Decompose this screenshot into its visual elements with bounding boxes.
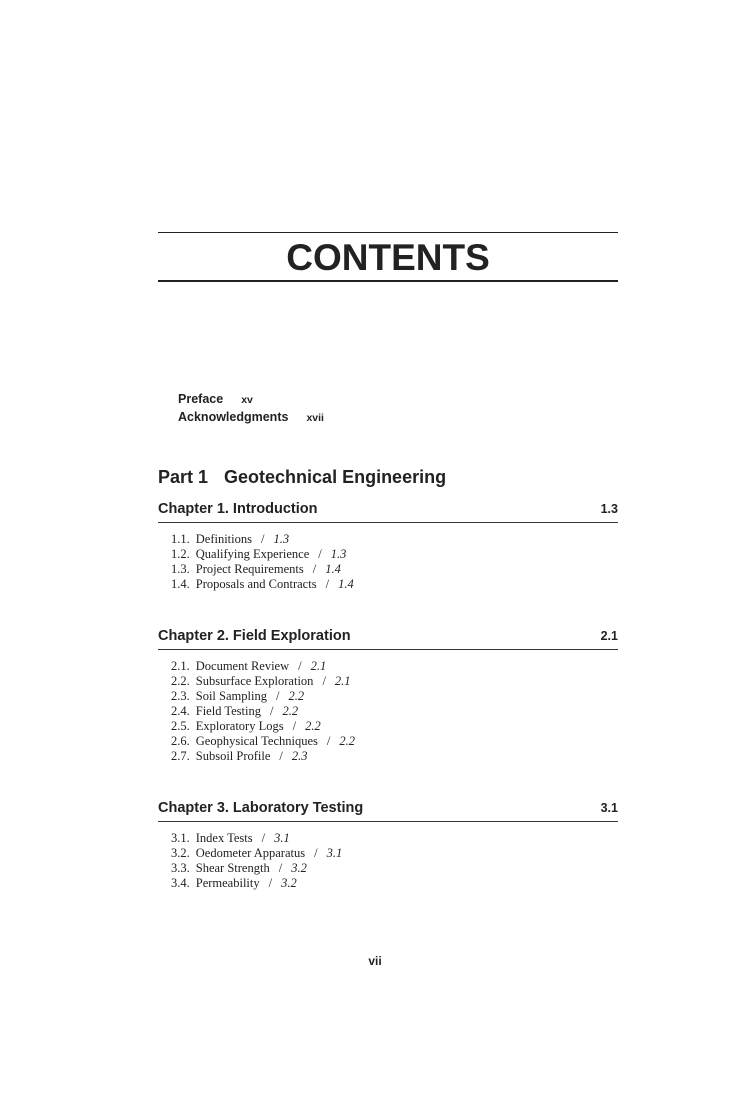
section-number: 1.1. — [171, 532, 190, 546]
chapter-2 — [158, 628, 618, 764]
section-number: 1.2. — [171, 547, 190, 561]
section-page: 2.2 — [305, 719, 321, 733]
section-entry — [171, 689, 618, 704]
section-list — [158, 659, 618, 764]
separator: / — [322, 674, 326, 688]
section-page: 3.2 — [281, 876, 297, 890]
section-list — [158, 831, 618, 891]
section-title: Shear Strength — [195, 861, 270, 875]
section-title: Definitions — [195, 532, 252, 546]
separator: / — [269, 704, 274, 718]
title-top-rule — [158, 232, 618, 233]
separator: / — [325, 577, 330, 591]
section-title: Document Review — [195, 659, 290, 673]
page-number: vii — [368, 954, 382, 968]
separator: / — [279, 749, 283, 763]
section-number: 2.3. — [171, 689, 190, 703]
separator: / — [318, 547, 322, 561]
front-matter-label: Acknowledgments — [178, 410, 289, 424]
chapter-heading: Chapter 3. Laboratory Testing — [158, 800, 364, 816]
front-matter-page: xvii — [306, 412, 324, 424]
section-page: 1.3 — [330, 547, 347, 561]
separator: / — [312, 562, 317, 576]
separator: / — [261, 532, 265, 546]
section-entry — [171, 704, 618, 719]
section-number: 2.7. — [171, 749, 190, 763]
section-number: 3.4. — [171, 876, 190, 890]
separator: / — [278, 861, 283, 875]
section-title: Project Requirements — [195, 562, 304, 576]
section-number: 1.3. — [171, 562, 190, 576]
front-matter-preface — [178, 390, 253, 409]
front-matter-label: Preface — [178, 392, 224, 406]
section-entry — [171, 831, 618, 846]
section-page: 3.1 — [326, 846, 343, 860]
section-title: Index Tests — [195, 831, 253, 845]
section-page: 2.2 — [282, 704, 299, 718]
section-number: 3.3. — [171, 861, 190, 875]
section-entry — [171, 846, 618, 861]
section-entry — [171, 547, 618, 562]
section-page: 2.1 — [310, 659, 327, 673]
section-page: 3.1 — [274, 831, 290, 845]
section-entry — [171, 674, 618, 689]
section-page: 2.3 — [291, 749, 308, 763]
front-matter-page: xv — [241, 394, 253, 406]
section-title: Qualifying Experience — [195, 547, 310, 561]
chapter-1 — [158, 501, 618, 592]
section-number: 1.4. — [171, 577, 190, 591]
section-number: 2.4. — [171, 704, 190, 718]
separator: / — [275, 689, 280, 703]
chapter-heading-row — [158, 628, 618, 650]
title-bottom-rule — [158, 280, 618, 282]
section-title: Field Testing — [195, 704, 261, 718]
section-number: 2.5. — [171, 719, 190, 733]
section-page: 1.4 — [325, 562, 341, 576]
section-page: 1.4 — [338, 577, 354, 591]
section-entry — [171, 749, 618, 764]
separator: / — [314, 846, 318, 860]
separator: / — [261, 831, 266, 845]
section-title: Subsoil Profile — [195, 749, 271, 763]
chapter-3 — [158, 800, 618, 891]
chapter-heading-row — [158, 800, 618, 822]
section-entry — [171, 532, 618, 547]
chapter-heading: Chapter 2. Field Exploration — [158, 628, 351, 644]
section-title: Soil Sampling — [195, 689, 267, 703]
chapter-page: 3.1 — [600, 801, 618, 815]
section-entry — [171, 876, 618, 891]
section-page: 1.3 — [273, 532, 290, 546]
section-number: 3.2. — [171, 846, 190, 860]
section-title: Geophysical Techniques — [195, 734, 318, 748]
section-page: 2.1 — [334, 674, 351, 688]
separator: / — [326, 734, 331, 748]
section-page: 2.2 — [288, 689, 305, 703]
separator: / — [298, 659, 302, 673]
section-number: 3.1. — [171, 831, 190, 845]
chapter-heading: Chapter 1. Introduction — [158, 501, 318, 517]
section-title: Subsurface Exploration — [195, 674, 314, 688]
section-page: 2.2 — [339, 734, 355, 748]
section-entry — [171, 562, 618, 577]
chapter-heading-row — [158, 501, 618, 523]
section-entry — [171, 719, 618, 734]
section-title: Exploratory Logs — [195, 719, 284, 733]
chapter-page: 1.3 — [600, 502, 618, 516]
part-number: Part 1 — [158, 467, 209, 487]
section-entry — [171, 577, 618, 592]
section-number: 2.1. — [171, 659, 190, 673]
section-number: 2.6. — [171, 734, 190, 748]
page-title: CONTENTS — [286, 237, 490, 278]
front-matter-acknowledgments — [178, 408, 324, 427]
section-title: Permeability — [195, 876, 260, 890]
part-heading — [158, 465, 446, 489]
separator: / — [268, 876, 273, 890]
section-title: Oedometer Apparatus — [195, 846, 306, 860]
section-entry — [171, 861, 618, 876]
section-page: 3.2 — [291, 861, 307, 875]
section-number: 2.2. — [171, 674, 190, 688]
section-entry — [171, 734, 618, 749]
part-title: Geotechnical Engineering — [224, 467, 447, 487]
section-title: Proposals and Contracts — [195, 577, 317, 591]
section-list — [158, 532, 618, 592]
separator: / — [292, 719, 297, 733]
section-entry — [171, 659, 618, 674]
chapter-page: 2.1 — [600, 629, 618, 643]
